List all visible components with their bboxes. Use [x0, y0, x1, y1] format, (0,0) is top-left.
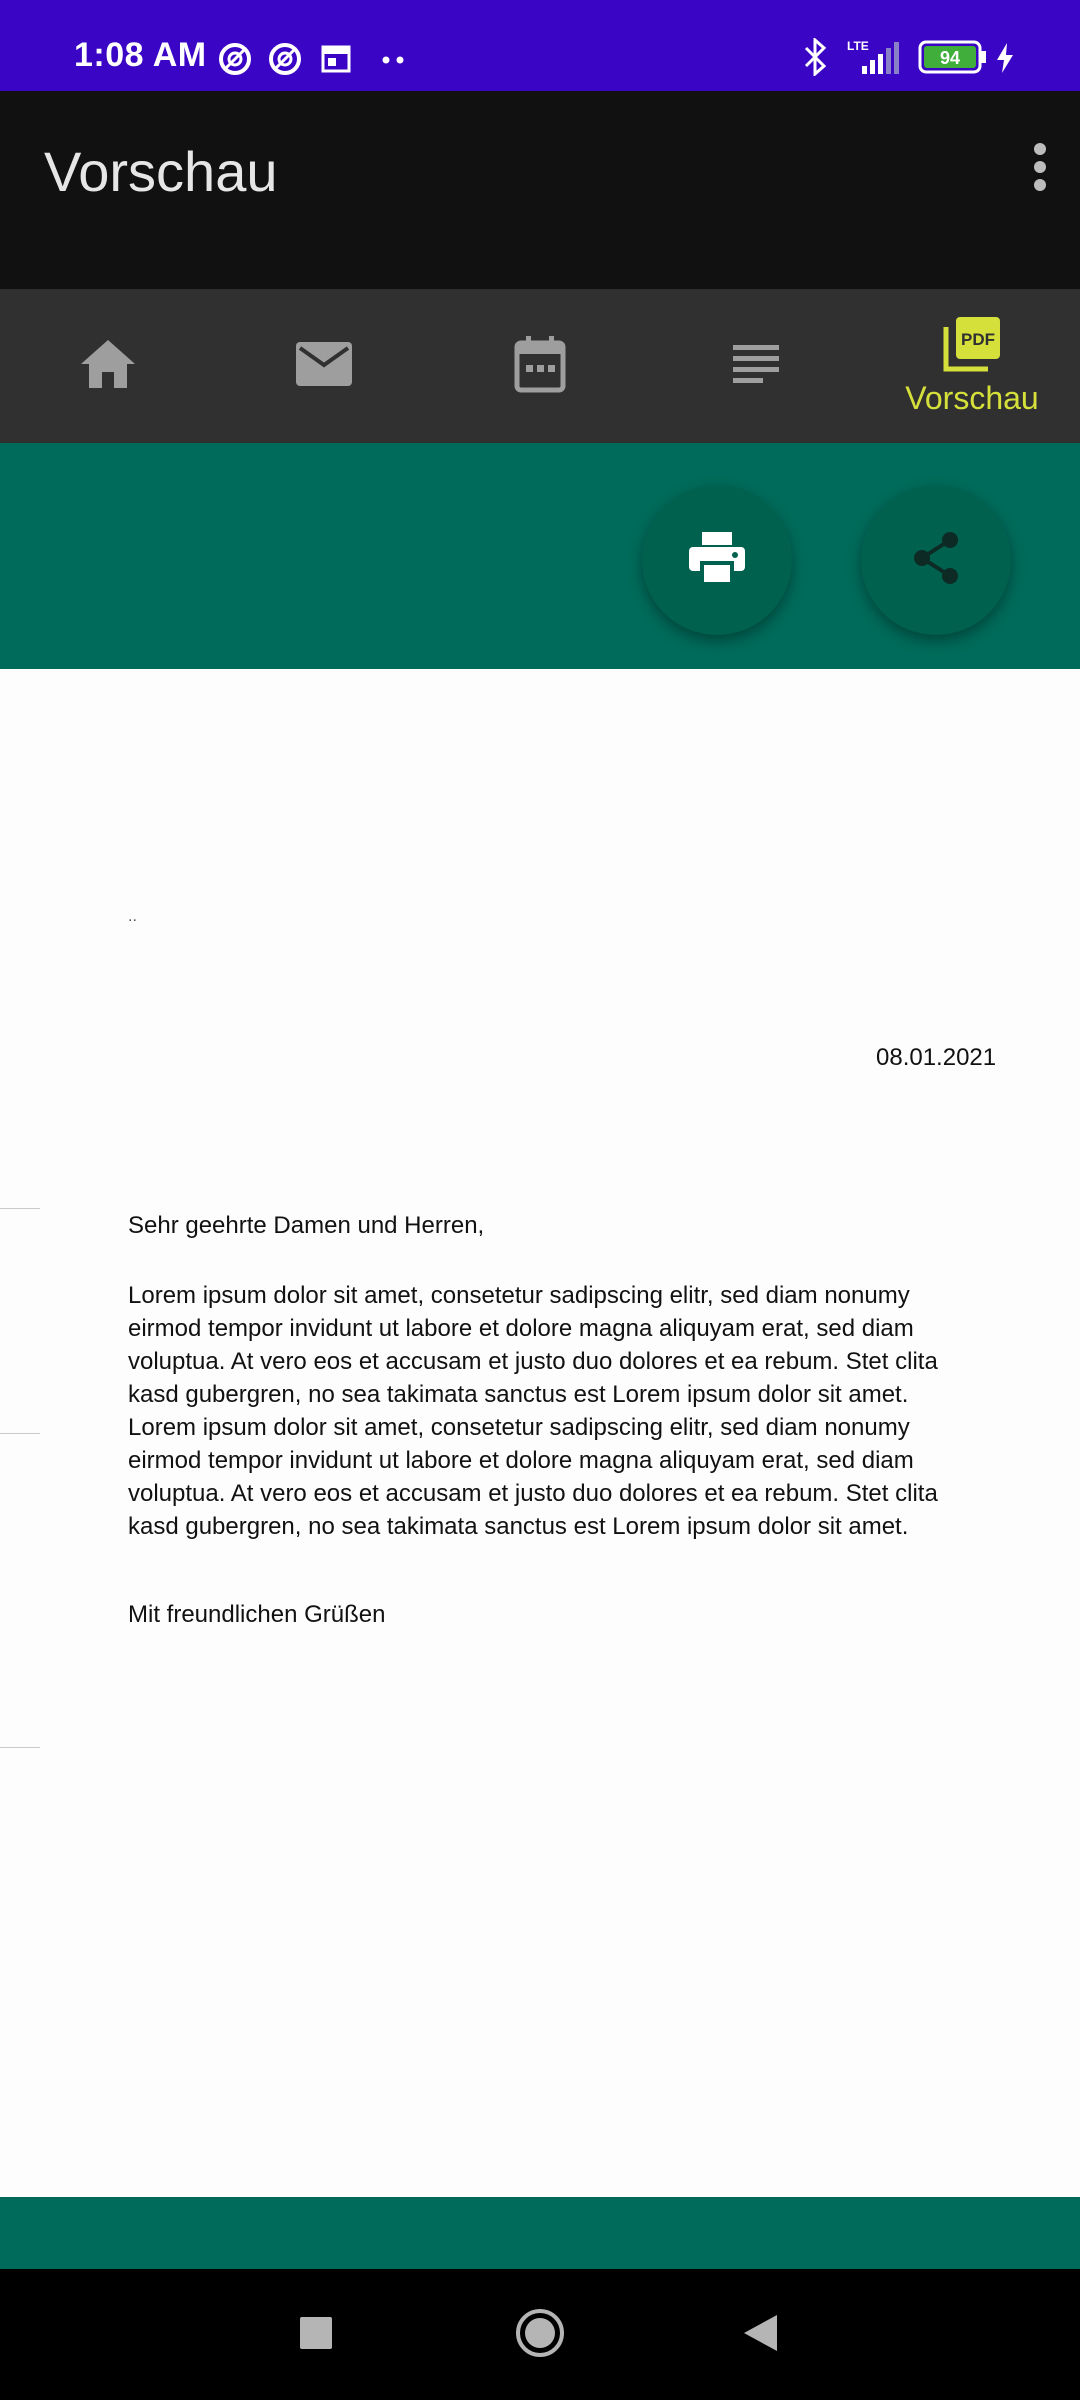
share-icon [910, 531, 962, 590]
print-icon [688, 531, 746, 590]
home-button[interactable] [500, 2295, 580, 2375]
app-bar [0, 91, 1080, 289]
tab-vorschau-label: Vorschau [905, 380, 1039, 416]
document-salutation: Sehr geehrte Damen und Herren, [128, 1212, 485, 1239]
svg-text:PDF: PDF [961, 330, 995, 349]
body-line: Lorem ipsum dolor sit amet, consetetur sadipscing elitr, sed diam nonumy [128, 1282, 910, 1309]
document-date: 08.01.2021 [876, 1044, 997, 1071]
print-button[interactable] [642, 485, 792, 635]
network-type: LTE [847, 39, 869, 53]
recents-button[interactable] [276, 2295, 356, 2375]
document-closing: Mit freundlichen Grüßen [128, 1601, 386, 1628]
mail-icon [295, 341, 353, 392]
share-button[interactable] [861, 485, 1011, 635]
target-icon [218, 42, 252, 81]
body-line: voluptua. At vero eos et accusam et justo duo dolores et ea rebum. Stet clita [128, 1348, 938, 1375]
more-vert-icon[interactable] [1010, 137, 1070, 197]
back-triangle-icon [741, 2313, 779, 2358]
fold-mark [0, 1433, 40, 1434]
target-icon [268, 42, 302, 81]
document-header-dots: .. [128, 908, 137, 925]
status-bar [0, 0, 1080, 91]
charging-icon [994, 42, 1016, 79]
home-icon [79, 338, 137, 395]
tab-home[interactable] [0, 289, 216, 443]
fold-mark [0, 1208, 40, 1209]
tab-vorschau[interactable] [864, 289, 1080, 443]
calendar-icon [320, 42, 352, 79]
battery-icon [918, 40, 988, 79]
document-body [128, 1279, 988, 1543]
body-line: Lorem ipsum dolor sit amet, consetetur sadipscing elitr, sed diam nonumy [128, 1414, 910, 1441]
tab-bar [0, 289, 1080, 443]
fold-mark [0, 1747, 40, 1748]
signal-icon [846, 38, 906, 81]
body-line: eirmod tempor invidunt ut labore et dolore magna aliquyam erat, sed diam [128, 1315, 914, 1342]
document-preview[interactable] [0, 669, 1080, 2197]
square-icon [299, 2316, 333, 2355]
battery-level: 94 [939, 48, 961, 68]
body-line: voluptua. At vero eos et accusam et justo duo dolores et ea rebum. Stet clita [128, 1480, 938, 1507]
back-button[interactable] [720, 2295, 800, 2375]
pdf-icon [942, 315, 1002, 378]
calendar-icon [514, 335, 566, 398]
dots-icon [382, 52, 406, 70]
system-nav-bar [0, 2269, 1080, 2400]
body-line: kasd gubergren, no sea takimata sanctus est Lorem ipsum dolor sit amet. [128, 1381, 909, 1408]
bluetooth-icon [800, 38, 830, 81]
tab-list[interactable] [648, 289, 864, 443]
bottom-strip [0, 2197, 1080, 2269]
action-bar [0, 443, 1080, 669]
circle-icon [514, 2307, 566, 2364]
body-line: eirmod tempor invidunt ut labore et dolore magna aliquyam erat, sed diam [128, 1447, 914, 1474]
status-time: 1:08 AM [74, 36, 207, 74]
tab-calendar[interactable] [432, 289, 648, 443]
tab-mail[interactable] [216, 289, 432, 443]
list-icon [731, 342, 781, 391]
body-line: kasd gubergren, no sea takimata sanctus est Lorem ipsum dolor sit amet. [128, 1513, 909, 1540]
page-title: Vorschau [44, 140, 278, 203]
